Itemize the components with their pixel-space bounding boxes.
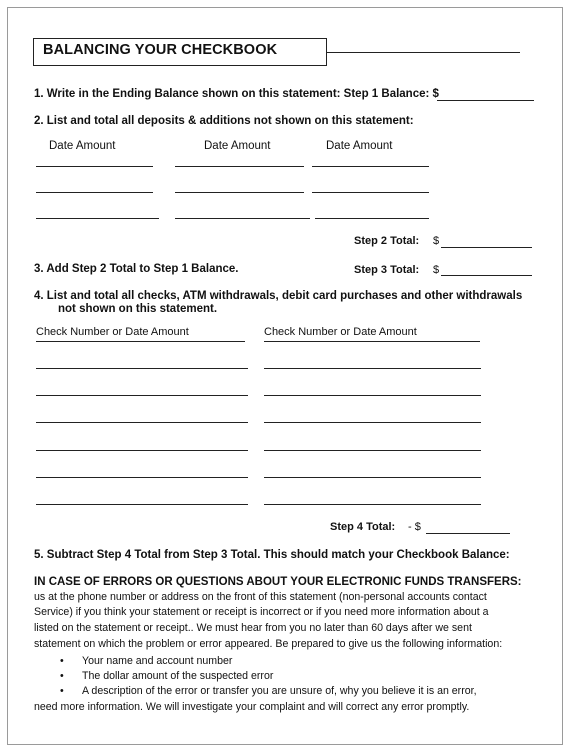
list-item [60, 669, 477, 684]
step2-total-currency: $ [433, 235, 440, 247]
withdrawal-line[interactable] [36, 395, 248, 396]
step2-total-line[interactable] [441, 247, 532, 248]
step5-label: 5. Subtract Step 4 Total from Step 3 Total. This should match your Checkbook Balance: [34, 549, 510, 561]
step4-label: 4. List and total all checks, ATM withdrawals, debit card purchases and other withdrawals [34, 290, 523, 302]
withdrawal-line[interactable] [264, 504, 481, 505]
list-item [60, 684, 477, 699]
errors-closing: need more information. We will investigate your complaint and will correct any error promptly. [34, 701, 470, 713]
step4-total-currency: - $ [408, 521, 421, 533]
bullet-icon: • [60, 655, 64, 667]
errors-paragraph-line: Service) if you think your statement or receipt is incorrect or if you need more information about a [34, 606, 489, 618]
withdrawal-line[interactable] [36, 368, 248, 369]
errors-heading: IN CASE OF ERRORS OR QUESTIONS ABOUT YOUR ELECTRONIC FUNDS TRANSFERS: [34, 576, 522, 588]
step2-col1-header: Date Amount [49, 140, 116, 152]
step4-col1-header: Check Number or Date Amount [36, 326, 189, 338]
list-item-text: The dollar amount of the suspected error [82, 670, 274, 682]
withdrawal-line[interactable] [264, 368, 481, 369]
list-item [60, 654, 477, 669]
step2-col2-header: Date Amount [204, 140, 271, 152]
list-item-text: Your name and account number [82, 655, 233, 667]
deposit-line[interactable] [175, 192, 304, 193]
bullet-icon: • [60, 685, 64, 697]
errors-paragraph-line: listed on the statement or receipt.. We must hear from you no later than 60 days after we sent [34, 622, 472, 634]
step4-total-label: Step 4 Total: [330, 521, 396, 533]
step3-label: 3. Add Step 2 Total to Step 1 Balance. [34, 263, 239, 275]
step1-label: 1. Write in the Ending Balance shown on this statement: Step 1 Balance: $ [34, 88, 439, 100]
bullet-icon: • [60, 670, 64, 682]
withdrawal-header-line [264, 341, 480, 342]
deposit-line[interactable] [315, 218, 429, 219]
withdrawal-header-line [36, 341, 245, 342]
withdrawal-line[interactable] [36, 477, 248, 478]
step3-total-currency: $ [433, 264, 440, 276]
deposit-line[interactable] [312, 166, 429, 167]
step3-total-label: Step 3 Total: [354, 264, 420, 276]
deposit-line[interactable] [36, 218, 159, 219]
withdrawal-line[interactable] [36, 422, 248, 423]
step3-total-line[interactable] [441, 275, 532, 276]
deposit-line[interactable] [175, 166, 304, 167]
withdrawal-line[interactable] [264, 422, 481, 423]
withdrawal-line[interactable] [264, 477, 481, 478]
withdrawal-line[interactable] [264, 395, 481, 396]
withdrawal-line[interactable] [36, 450, 248, 451]
deposit-line[interactable] [36, 166, 153, 167]
deposit-line[interactable] [312, 192, 429, 193]
deposit-line[interactable] [175, 218, 310, 219]
errors-paragraph-line: statement on which the problem or error appeared. Be prepared to give us the following information: [34, 638, 503, 650]
step1-balance-line[interactable] [437, 100, 534, 101]
step2-total-label: Step 2 Total: [354, 235, 420, 247]
page-title: BALANCING YOUR CHECKBOOK [43, 42, 278, 58]
step2-label: 2. List and total all deposits & additions not shown on this statement: [34, 115, 414, 127]
step4-total-line[interactable] [426, 533, 510, 534]
deposit-line[interactable] [36, 192, 153, 193]
step4-col2-header: Check Number or Date Amount [264, 326, 417, 338]
withdrawal-line[interactable] [264, 450, 481, 451]
errors-paragraph-line: us at the phone number or address on the front of this statement (non-personal accounts contact [34, 591, 487, 603]
withdrawal-line[interactable] [36, 504, 248, 505]
step2-col3-header: Date Amount [326, 140, 393, 152]
list-item-text: A description of the error or transfer you are unsure of, why you believe it is an error, [82, 685, 477, 697]
title-box [33, 38, 327, 66]
step4-label-continued: not shown on this statement. [58, 303, 218, 315]
required-info-list [60, 654, 477, 699]
title-underline [327, 52, 520, 53]
